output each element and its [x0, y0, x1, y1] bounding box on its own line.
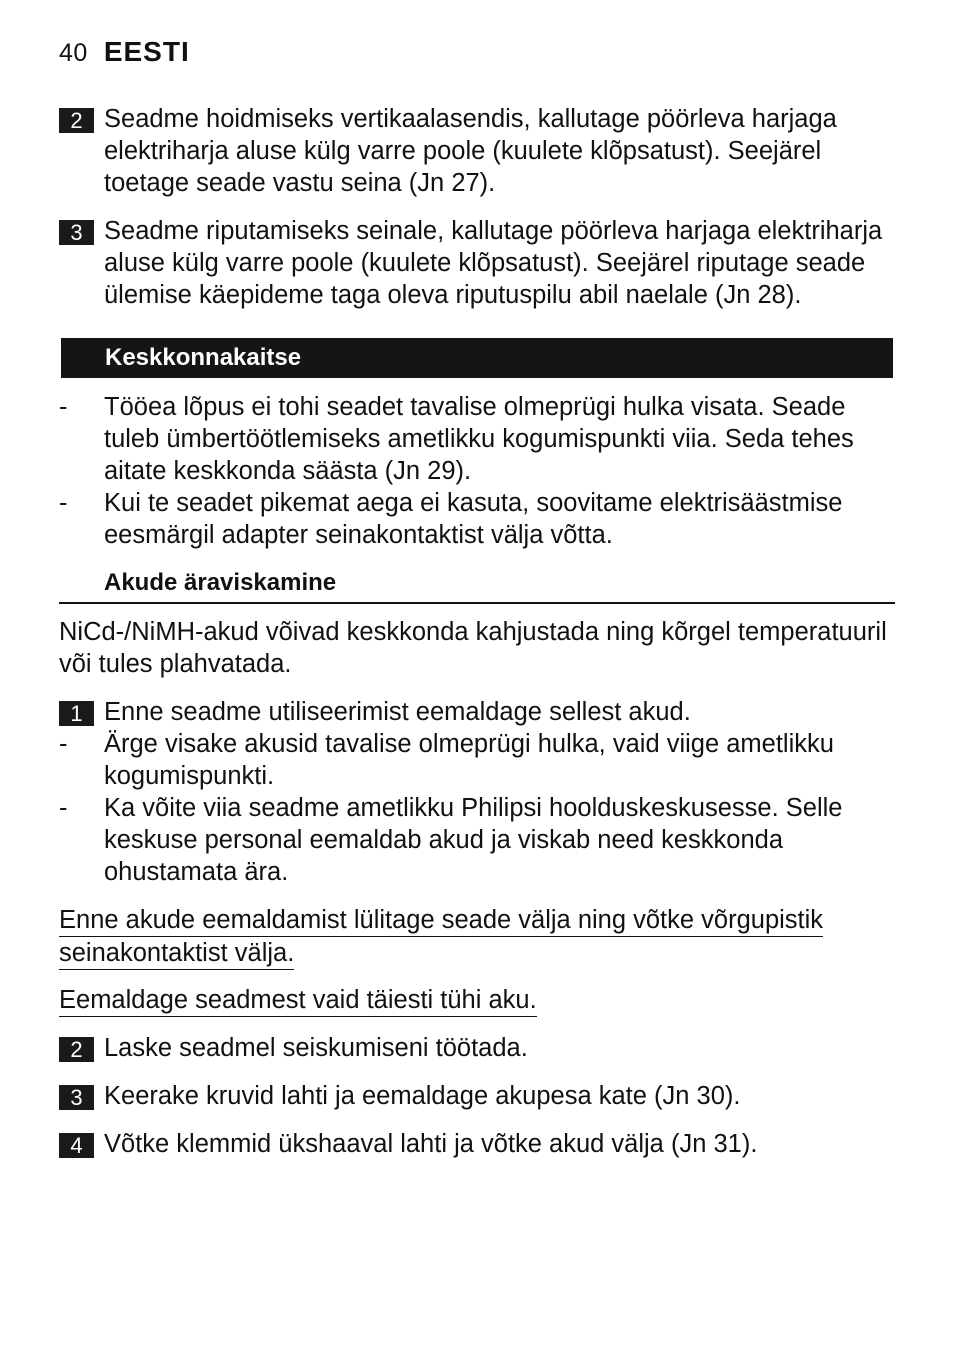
step-item [59, 215, 895, 311]
subsection-heading [59, 566, 895, 604]
bullet-text: Ka võite viia seadme ametlikku Philipsi hoolduskeskusesse. Selle keskuse personal eemaldab akud ja viskab need keskkonda ohustamata ära. [104, 794, 843, 886]
subsection-title: Akude äraviskamine [104, 569, 337, 596]
warning-line: seinakontaktist välja. [59, 937, 294, 970]
intro-paragraph: NiCd-/NiMH-akud võivad keskkonda kahjustada ning kõrgel temperatuuril või tules plahvatada. [59, 618, 887, 678]
step-number: 1 [59, 701, 94, 726]
step-number: 4 [59, 1133, 94, 1158]
step-text: Enne seadme utiliseerimist eemaldage sellest akud. [104, 698, 691, 726]
warning-text [59, 984, 537, 1017]
bullet-dash: - [59, 489, 68, 517]
step-text: Seadme riputamiseks seinale, kallutage pöörleva harjaga elektriharja aluse külg varre poole (kuulete klõpsatust). Seejärel riputage seade ülemise käepideme taga oleva riputuspilu abil naelale (Jn 28). [104, 217, 883, 309]
step-item [59, 103, 895, 199]
warning-text [59, 904, 823, 970]
step-text: Võtke klemmid ükshaaval lahti ja võtke akud välja (Jn 31). [104, 1130, 758, 1158]
bullet-item [59, 792, 895, 888]
step-number: 3 [59, 1085, 94, 1110]
bullet-dash: - [59, 730, 68, 758]
bullet-dash: - [59, 794, 68, 822]
step-number: 2 [59, 1037, 94, 1062]
bullet-text: Kui te seadet pikemat aega ei kasuta, soovitame elektrisäästmise eesmärgil adapter seinakontaktist välja võtta. [104, 489, 843, 549]
bullet-text: Tööea lõpus ei tohi seadet tavalise olmeprügi hulka visata. Seade tuleb ümbertöötlemiseks ametlikku kogumispunkti viia. Seda tehes aitate keskkonda säästa (Jn 29). [104, 393, 854, 485]
bullet-item [59, 391, 895, 487]
section-heading-bar [61, 338, 893, 378]
step-item [59, 696, 895, 728]
page-header [59, 36, 190, 72]
step-number: 2 [59, 108, 94, 133]
step-text: Laske seadmel seiskumiseni töötada. [104, 1034, 528, 1062]
step-item [59, 1128, 895, 1160]
section-title: Keskkonnakaitse [105, 344, 302, 371]
page-number: 40 [59, 39, 88, 67]
step-text: Seadme hoidmiseks vertikaalasendis, kallutage pöörleva harjaga elektriharja aluse külg varre poole (kuulete klõpsatust). Seejärel toetage seade vastu seina (Jn 27). [104, 105, 837, 197]
bullet-item [59, 728, 895, 792]
step-text: Keerake kruvid lahti ja eemaldage akupesa kate (Jn 30). [104, 1082, 741, 1110]
bullet-text: Ärge visake akusid tavalise olmeprügi hulka, vaid viige ametlikku kogumispunkti. [104, 730, 834, 790]
language-heading: EESTI [103, 36, 190, 67]
bullet-dash: - [59, 393, 68, 421]
step-item [59, 1032, 895, 1064]
step-item [59, 1080, 895, 1112]
warning-line: Enne akude eemaldamist lülitage seade välja ning võtke võrgupistik [59, 904, 823, 937]
bullet-item [59, 487, 895, 551]
step-number: 3 [59, 220, 94, 245]
warning-line: Eemaldage seadmest vaid täiesti tühi aku. [59, 984, 537, 1017]
